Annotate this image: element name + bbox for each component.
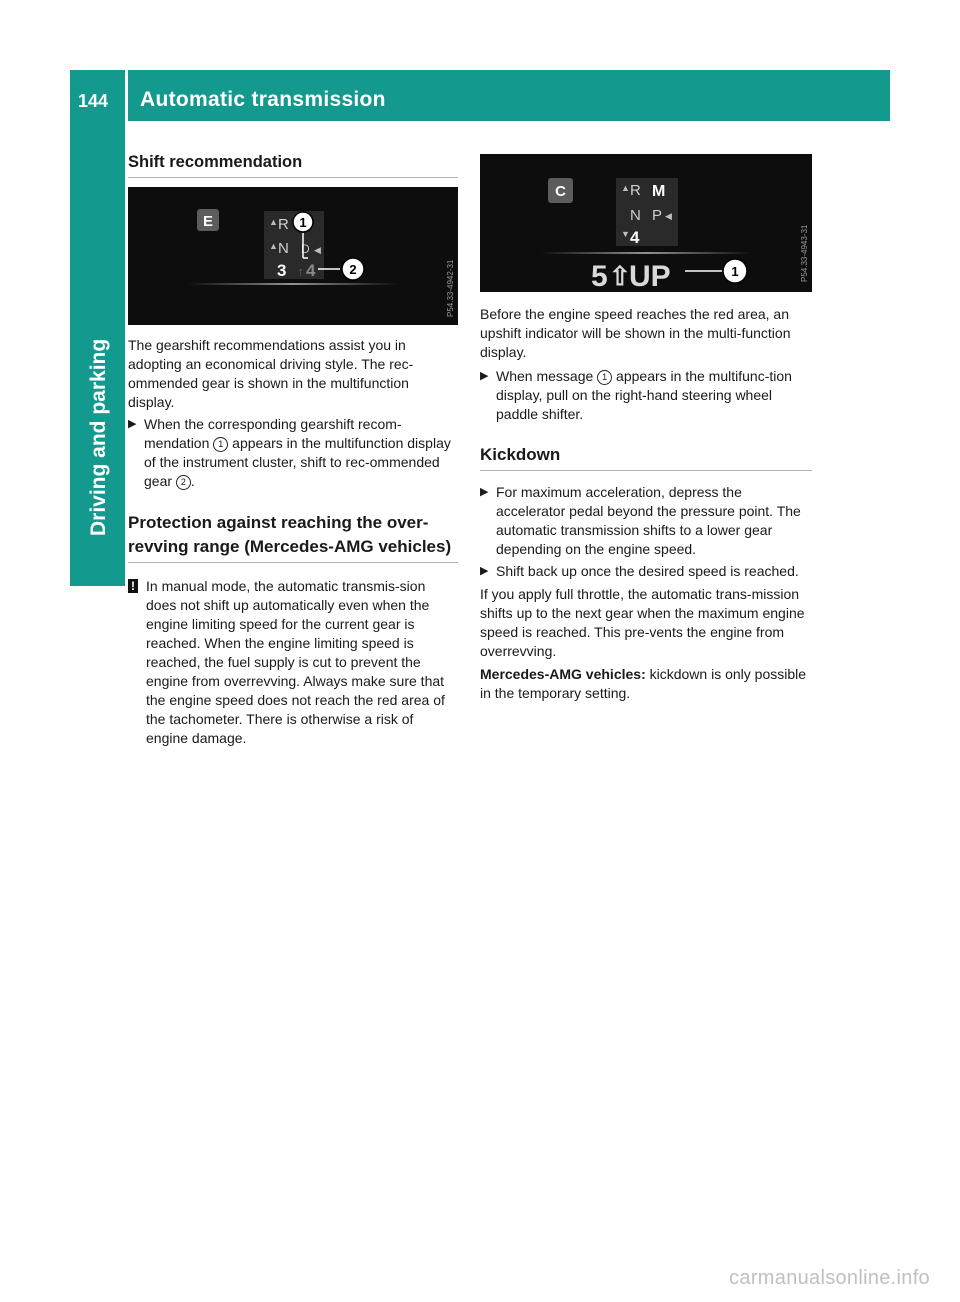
side-tab-label: Driving and parking <box>87 338 110 536</box>
gear-r-label: R <box>630 182 641 199</box>
figure-shift-recommendation <box>128 187 458 325</box>
upshift-arrow-icon: ⇧ <box>609 261 631 291</box>
upshift-label: UP <box>629 260 671 292</box>
step-arrow-icon: ▶ <box>480 370 489 382</box>
drive-mode-indicator-c: C <box>555 183 566 200</box>
gear-r-label: R <box>278 216 289 233</box>
kickdown-step-2 <box>480 562 812 581</box>
callout-1: 1 <box>731 264 739 279</box>
warning-icon: ! <box>128 579 138 593</box>
svg-text:◀: ◀ <box>665 211 672 221</box>
callout-reference-2: 2 <box>176 475 191 490</box>
kickdown-step-1 <box>480 483 812 559</box>
shift-recommendation-display <box>128 187 458 325</box>
svg-text:▲: ▲ <box>269 217 278 227</box>
current-gear: 3 <box>277 261 287 280</box>
kickdown-step-2-text: Shift back up once the desired speed is reached. <box>496 563 799 579</box>
right-column <box>480 154 812 703</box>
step-arrow-icon: ▶ <box>480 565 489 577</box>
header-divider <box>125 70 128 121</box>
svg-text:▲: ▲ <box>269 241 278 251</box>
step-arrow-icon: ▶ <box>128 418 137 430</box>
warning-note <box>128 577 458 748</box>
gear-m-label: M <box>652 183 666 200</box>
section-heading-kickdown: Kickdown <box>480 443 812 471</box>
svg-text:◀: ◀ <box>314 245 321 255</box>
callout-1: 1 <box>299 215 307 230</box>
recommended-gear: 4 <box>306 261 316 280</box>
amg-note <box>480 665 812 703</box>
full-throttle-paragraph: If you apply full throttle, the automatic trans-mission shifts up to the next gear when the maximum engine speed is reached. This pre-vents the engine from overrevving. <box>480 586 805 659</box>
step-arrow-icon: ▶ <box>480 486 489 498</box>
gear-n-label: N <box>630 207 641 224</box>
instruction-step <box>480 367 812 424</box>
upshift-target-gear: 5 <box>591 260 608 292</box>
site-watermark: carmanualsonline.info <box>729 1267 930 1289</box>
figure-upshift-indicator <box>480 154 812 292</box>
callout-reference-1: 1 <box>213 437 228 452</box>
figure-code: P54.33-4942-31 <box>446 259 455 317</box>
section-heading-protection: Protection against reaching the over-revving range (Mercedes-AMG vehicles) <box>128 511 458 563</box>
amg-note-label: Mercedes-AMG vehicles: <box>480 666 646 682</box>
upshift-indicator-display <box>480 154 812 292</box>
gear-n-label: N <box>278 240 289 257</box>
svg-text:↑: ↑ <box>298 266 304 278</box>
warning-text: In manual mode, the automatic transmis-sion does not shift up automatically even when the engine limiting speed for the current gear is reached. When the engine limiting speed is reached, the fuel supply is cut to prevent the engine from overrevving. Always make sure that the engine speed does not reach the red area of the tachometer. There is otherwise a risk of engine damage. <box>146 578 445 746</box>
page-number: 144 <box>78 91 109 111</box>
gear-d-label: D <box>301 242 310 256</box>
section-heading-shift-recommendation: Shift recommendation <box>128 150 458 178</box>
upshift-intro-paragraph: Before the engine speed reaches the red area, an upshift indicator will be shown in the multi-function display. <box>480 306 791 360</box>
instruction-step <box>128 415 458 491</box>
callout-2: 2 <box>349 262 357 277</box>
intro-paragraph: The gearshift recommendations assist you in adopting an economical driving style. The rec-ommended gear is shown in the multifunction display. <box>128 337 414 410</box>
instruction-step-text: When the corresponding gearshift recom-mendation 1 appears in the multifunction display of the instrument cluster, shift to rec-ommended gear 2 . <box>144 416 451 489</box>
instruction-step-text: When message 1 appears in the multifunc-tion display, pull on the right-hand steering wheel paddle shifter. <box>496 368 792 422</box>
left-column <box>128 150 458 748</box>
figure-code: P54.33-4943-31 <box>800 224 809 282</box>
gear-p-label: P <box>652 207 663 224</box>
kickdown-step-1-text: For maximum acceleration, depress the accelerator pedal beyond the pressure point. The automatic transmission shifts to a lower gear depending on the engine speed. <box>496 484 801 557</box>
current-gear: 4 <box>630 228 640 247</box>
svg-text:▼: ▼ <box>621 229 630 239</box>
callout-reference-1: 1 <box>597 370 612 385</box>
amg-note-text: kickdown is only possible in the temporary setting. <box>480 666 807 701</box>
svg-text:▲: ▲ <box>621 183 630 193</box>
chapter-title: Automatic transmission <box>140 88 386 111</box>
drive-mode-indicator: E <box>202 213 214 230</box>
